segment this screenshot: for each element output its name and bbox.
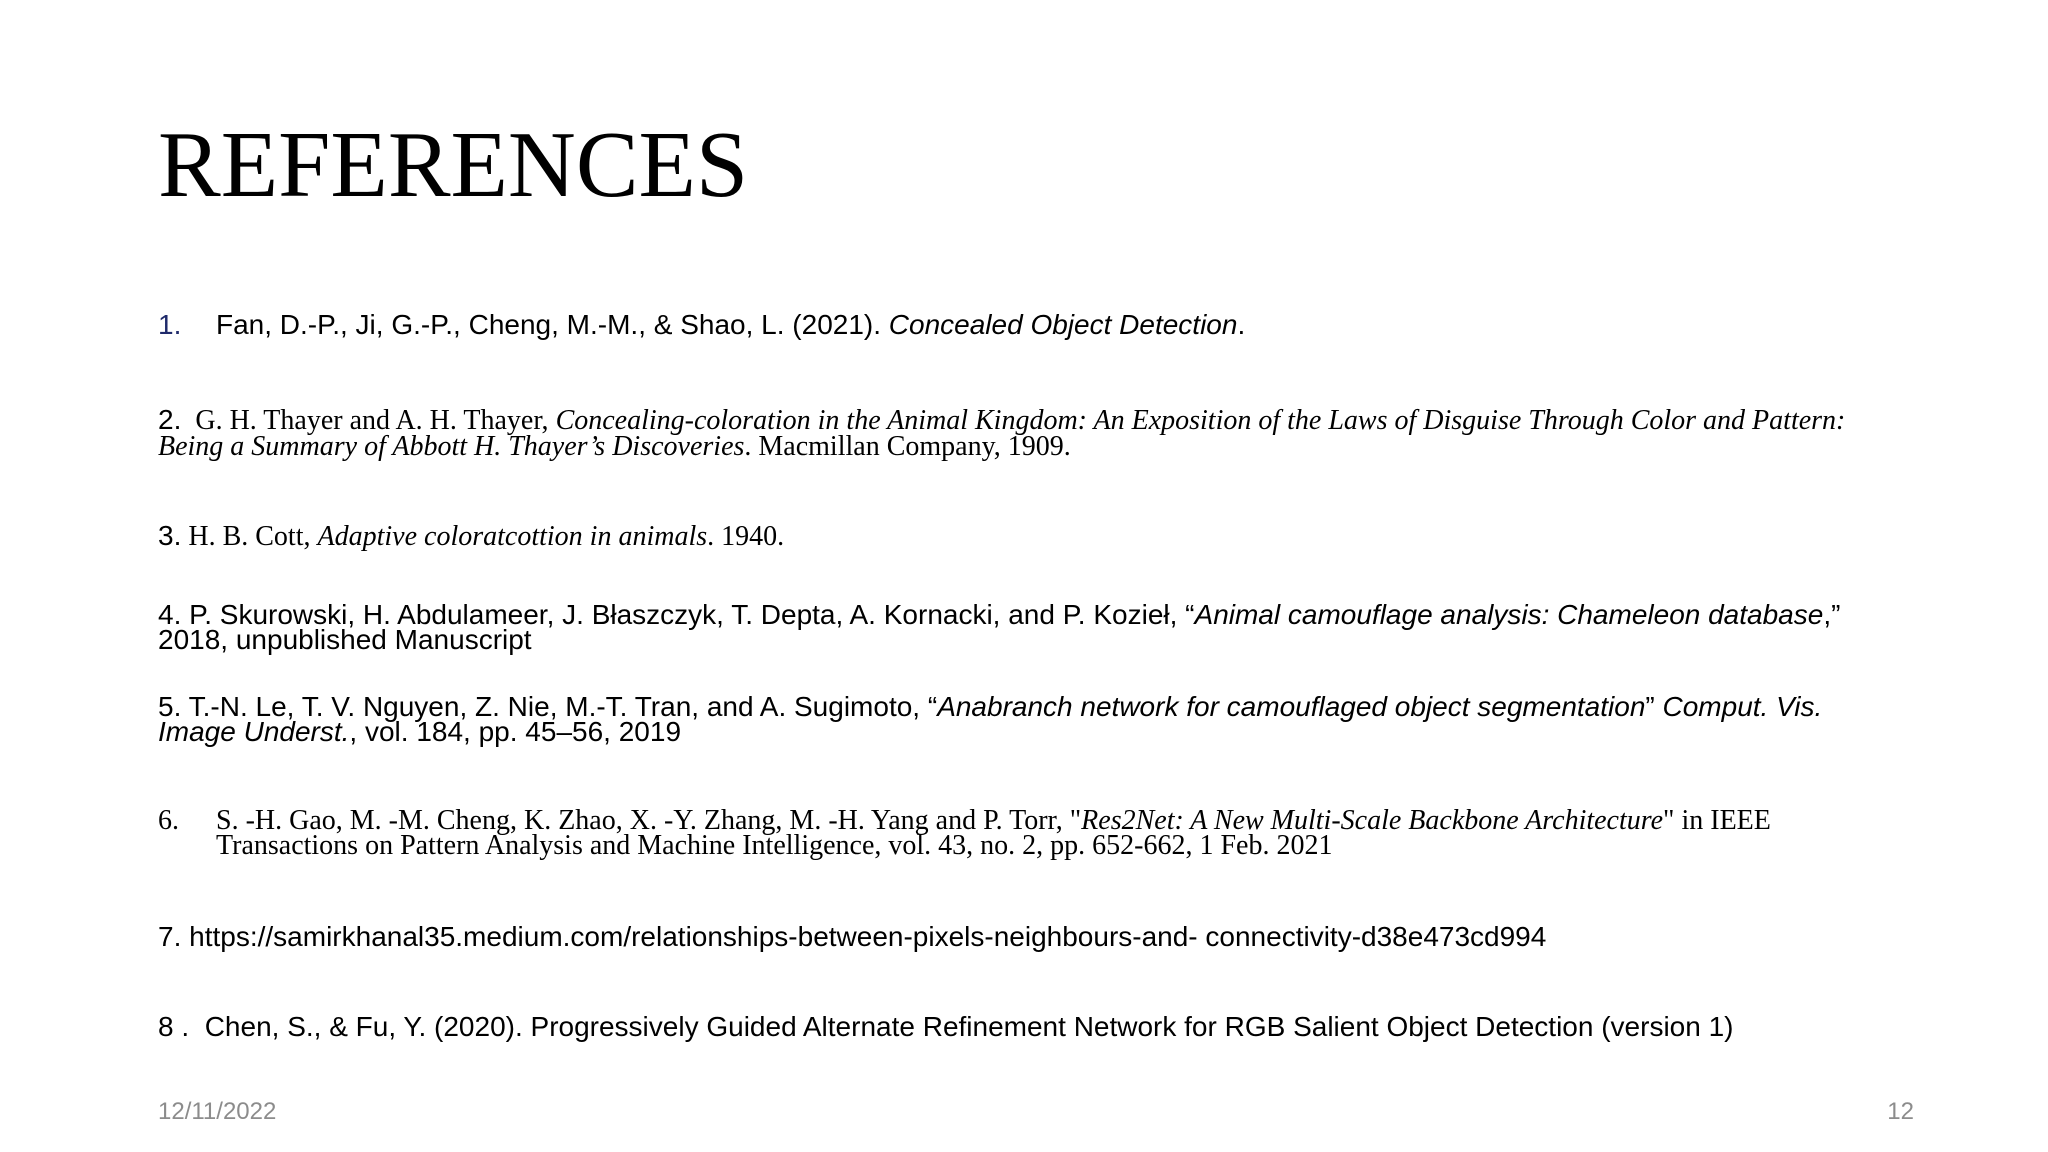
reference-tail: . Macmillan Company, 1909. bbox=[744, 431, 1071, 462]
reference-number: 5. bbox=[158, 691, 182, 722]
footer-page-number: 12 bbox=[1887, 1098, 1914, 1125]
reference-title-line-2: Being a Summary of Abbott H. Thayer’s Discoveries bbox=[158, 431, 745, 462]
reference-tail: . 1940. bbox=[707, 521, 785, 552]
reference-authors: P. Skurowski, H. Abdulameer, J. Błaszczyk, T. Depta, A. Kornacki, and P. Kozieł, “ bbox=[189, 599, 1195, 630]
reference-5 bbox=[158, 691, 1878, 747]
reference-title: Adaptive coloratcottion in animals bbox=[317, 521, 708, 552]
reference-number: 8 . bbox=[158, 1011, 190, 1042]
reference-number: 4. bbox=[158, 599, 182, 630]
reference-title: Concealed Object Detection bbox=[888, 309, 1238, 340]
reference-number: 7. bbox=[158, 921, 182, 952]
reference-authors: T.-N. Le, T. V. Nguyen, Z. Nie, M.-T. Tran, and A. Sugimoto, “ bbox=[188, 691, 938, 722]
reference-tail: , vol. 184, pp. 45–56, 2019 bbox=[349, 716, 682, 747]
reference-title: Animal camouflage analysis: Chameleon database bbox=[1194, 599, 1824, 630]
reference-authors: H. B. Cott, bbox=[188, 521, 318, 552]
reference-2 bbox=[158, 404, 1878, 462]
reference-text: Chen, S., & Fu, Y. (2020). Progressively Guided Alternate Refinement Network for RGB Salient Object Detection (version 1) bbox=[204, 1011, 1734, 1042]
reference-4 bbox=[158, 599, 1878, 655]
footer-date: 12/11/2022 bbox=[158, 1098, 277, 1125]
reference-authors: G. H. Thayer and A. H. Thayer, bbox=[195, 405, 556, 436]
reference-authors: S. -H. Gao, M. -M. Cheng, K. Zhao, X. -Y. Zhang, M. -H. Yang and P. Torr, " bbox=[216, 805, 1082, 836]
reference-7 bbox=[158, 921, 1878, 952]
reference-number: 1. bbox=[158, 309, 182, 340]
reference-title: Anabranch network for camouflaged object segmentation bbox=[937, 691, 1646, 722]
reference-mid: ” bbox=[1645, 691, 1663, 722]
reference-journal-line-1: Comput. Vis. bbox=[1662, 691, 1823, 722]
reference-body bbox=[216, 805, 1771, 861]
reference-title-line-1: Concealing-coloration in the Animal Kingdom: An Exposition of the Laws of Disguise Through Color and Pattern: bbox=[555, 405, 1846, 436]
reference-tail: ,” bbox=[1823, 599, 1841, 630]
reference-body bbox=[216, 309, 1246, 340]
reference-tail: . bbox=[1237, 309, 1246, 340]
reference-number: 2. bbox=[158, 404, 182, 435]
reference-title: Res2Net: A New Multi-Scale Backbone Architecture bbox=[1081, 805, 1664, 836]
reference-line-2: Transactions on Pattern Analysis and Machine Intelligence, vol. 43, no. 2, pp. 652-662, 1 Feb. 2021 bbox=[216, 830, 1333, 861]
reference-line-2: 2018, unpublished Manuscript bbox=[158, 624, 532, 655]
reference-number: 6. bbox=[158, 805, 179, 836]
reference-tail: " in IEEE bbox=[1663, 805, 1771, 836]
slide-title: REFERENCES bbox=[158, 113, 749, 217]
reference-journal-line-2: Image Underst. bbox=[158, 716, 350, 747]
reference-authors: Fan, D.-P., Ji, G.-P., Cheng, M.-M., & Shao, L. (2021). bbox=[216, 309, 889, 340]
reference-number: 3. bbox=[158, 520, 182, 551]
reference-url: https://samirkhanal35.medium.com/relationships-between-pixels-neighbours-and- connectivity-d38e473cd994 bbox=[189, 921, 1547, 952]
reference-8 bbox=[158, 1011, 1878, 1042]
reference-3 bbox=[158, 520, 1878, 552]
